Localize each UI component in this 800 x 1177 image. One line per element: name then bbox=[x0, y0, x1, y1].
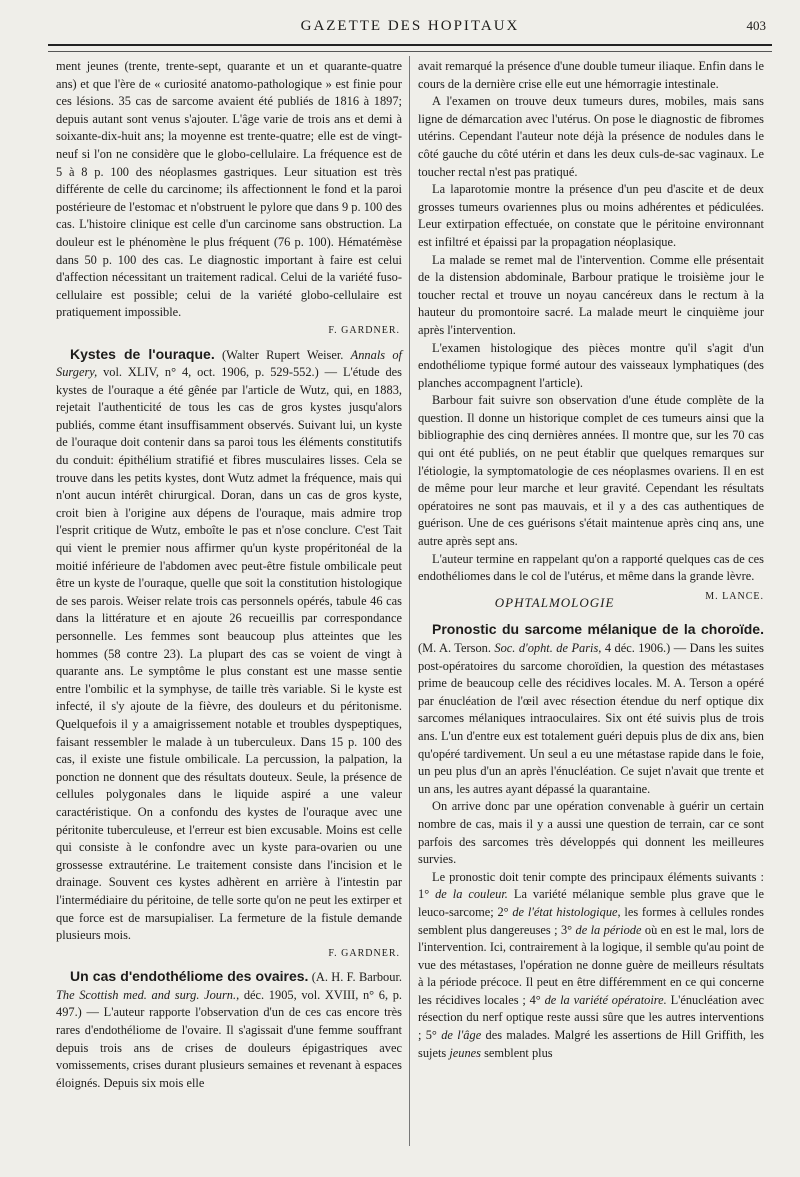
italic-run: de la variété opératoire. bbox=[544, 992, 667, 1007]
author-signature: F. GARDNER. bbox=[328, 324, 400, 336]
page-number: 403 bbox=[746, 18, 766, 33]
paragraph: La malade se remet mal de l'intervention. Comme elle présentait de la distension abdominale, Barbour pratique le troisième jour le toucher rectal et trouve un noyau cancéreux dans le rectum à la hauteur du promontoire sacré. La malade meurt le cinquième jour après l'intervention. bbox=[418, 252, 764, 337]
italic-run: de l'état histologique, bbox=[512, 904, 621, 919]
italic-run: de la couleur. bbox=[435, 887, 508, 902]
text-run: des malades. Malgré les assertions de Hill Griffith, les sujets bbox=[418, 1028, 764, 1060]
header-rule-thin bbox=[48, 51, 772, 52]
paragraph: La laparotomie montre la présence d'un peu d'ascite et de deux grosses tumeurs ovariennes plus ou moins adhérentes et pédiculées. Leur extirpation effectuée, on constate que le péritoine environnant est infiltré et épaissi par la propagation néoplasique. bbox=[418, 182, 764, 249]
article-body: — L'auteur rapporte l'observation d'un de ces cas encore très rares d'endothéliome de l'ovaire. Il s'agissait d'une femme souffrant depuis trois ans de crises de douleurs épigastriques avec vomissements, crises durant plusieurs semaines et revenant à espaces éloignés. Depuis six mois elle bbox=[56, 1005, 402, 1090]
section-heading: OPHTALMOLOGIE bbox=[494, 594, 615, 610]
article-endotheliome-ovaires bbox=[56, 968, 402, 1092]
article-reference-details: déc. 1905, vol. XVIII, n° 6, p. 497.) bbox=[56, 987, 402, 1020]
article-body: — Dans les suites post-opératoires du sarcome choroïdien, la question des métastases prime de beaucoup celle des récidives locales. M. A. Terson a opéré par énucléation de l'œil avec résection étendue du nerf optique dix sarcomes mélaniques intraoculaires. Six ont été suivis plus de trois ans. L'un d'entre eux est totalement guéri depuis plus de dix ans, bien qu'opéré tardivement. Un seul a eu une métastase rapide dans le foie, un peu plus d'un an après l'énucléation. Ce sujet n'avait que trente et un ans, les autres ayant dépassé la quarantaine. bbox=[418, 641, 764, 796]
italic-run: de la période bbox=[575, 922, 642, 937]
paragraph: A l'examen on trouve deux tumeurs dures, mobiles, mais sans ligne de démarcation avec l'utérus. On pose le diagnostic de fibromes utérins. Cependant l'auteur note déjà la présence de nodules dans le côté gauche du côté utérin et dans les deux culs-de-sac vaginaux. Le toucher rectal n'est pas pratiqué. bbox=[418, 94, 764, 179]
journal-name: Annals of Surgery, bbox=[56, 347, 402, 380]
author-signature: M. LANCE. bbox=[705, 590, 764, 602]
header-rule-thick bbox=[48, 44, 772, 46]
paragraph: Barbour fait suivre son observation d'une étude complète de la question. Il donne un historique complet de ces tumeurs ainsi que la bibliographie des cinq dernières années. Il montre que, sur les 70 cas qui ont été publiés, on ne peut établir que quelques remarques sur l'étiologie, la symptomatologie de ces néoplasmes ovariens. Il en est de même pour leur marche et leur gravité. Cependant les résultats opératoires ne sont pas mauvais, et il y a des cas authentiques de guérison. Une de ces guérisons s'était maintenue après cinq ans, une autre après sept ans. bbox=[418, 393, 764, 549]
journal-name: Soc. d'opht. de Paris, bbox=[494, 641, 602, 655]
paragraph-pronostic-elements bbox=[418, 869, 764, 1063]
italic-run: de l'âge bbox=[441, 1028, 482, 1043]
article-reference: (Walter Rupert Weiser. bbox=[222, 347, 344, 362]
author-signature: F. GARDNER. bbox=[328, 947, 400, 959]
article-reference-details: vol. XLIV, n° 4, oct. 1906, p. 529-552.) bbox=[103, 365, 319, 380]
article-reference: (A. H. F. Barbour. bbox=[311, 970, 402, 985]
publication-title: GAZETTE DES HOPITAUX bbox=[300, 18, 520, 34]
article-title: Pronostic du sarcome mélanique de la choroïde. bbox=[432, 621, 764, 638]
text-run: Le pronostic doit tenir compte des principaux éléments suivants : 1° bbox=[418, 869, 764, 902]
article-continuation-text: ment jeunes (trente, trente-sept, quarante et un et quarante-quatre ans) et que l'ère de « curiosité anatomo-pathologique » est finie pour ces lésions. 35 cas de sarcome avaient été publiés de 1816 à 1897; depuis autant sont venus s'ajouter. L'âge varie de trois ans et demi à soixante-dix-huit ans; la moyenne est trente-quatre; elle est de vingt-neuf si l'on ne considère que le globo-cellulaire. La fréquence est de 5 à 8 p. 100 des néoplasmes gastriques. Leur situation est très différente de celle du carcinome; ils affectionnent le fond et la paroi postérieure de l'estomac et n'obstruent le pylore que dans 9 p. 100 des cas. L'histoire clinique est celle d'un carcinome sans obstruction. La douleur est le phénomène le plus fréquent (76 p. 100). Hématémèse dans 50 p. 100 des cas. Le diagnostic important à faire est celui d'affection nécessitant un traitement radical. Celui de la variété fuso-cellulaire est possible; celui de la variété globo-cellulaire est pratiquement impossible. bbox=[56, 59, 402, 320]
article-kystes-ouraque bbox=[56, 346, 402, 945]
paragraph: L'examen histologique des pièces montre qu'il s'agit d'un endothéliome typique formé autour des vaisseaux lymphatiques (des planches accompagnent l'article). bbox=[418, 340, 764, 390]
right-column bbox=[418, 58, 764, 1062]
article-sarcome-choroide bbox=[418, 621, 764, 798]
page-header bbox=[48, 18, 772, 44]
text-run: La variété mélanique semble plus grave que le leuco-sarcome; 2° bbox=[418, 887, 764, 919]
article-body: — L'étude des kystes de l'ouraque a été gênée par l'article de Wutz, qui, en 1883, rejetait l'authenticité de tous les cas de gros kystes jusqu'alors publiés, comme étant insuffisamment observés. Suivant lui, un kyste de l'ouraque doit contenir dans sa paroi tous les éléments constitutifs du conduit: épithélium stratifié et fibres musculaires lisses. Cela se trouve dans les petits kystes, dont Wutz admet la fréquence, mais qui n'ont aucun intérêt chirurgical. Doran, dans un cas de gros kyste, croit bien à l'origine aux dépens de l'ouraque, mais admire trop l'esprit critique de Wutz, emboîte le pas et n'ose conclure. C'est Tait qui vient le premier nous affirmer qu'un kyste propéritonéal de la moitié inférieure de l'abdomen avec peut-être fistule ombilicale peut être un kyste de l'ouraque, quelle que soit la constitution histologique de ses parois. Weiser relate trois cas personnels opérés, tabule 46 cas dans la littérature et en ajoute 26 recueillis par correspondance personnelle. Les femmes sont beaucoup plus atteintes que les hommes (58 contre 23). La plupart des cas se voient de vingt à quarante ans. Le symptôme le plus constant est une masse sentie entre l'ombilic et la symphyse, de taille très variable. Si le kyste est infecté, il s'y ajoute de la fièvre, des douleurs et du péritonisme. Quelquefois il y a amaigrissement notable et troubles dyspeptiques, faisant ressembler le malade à un tuberculeux. Dans 15 p. 100 des cas, il existe une fistule ombilicale. La percussion, la palpation, la ponction ne donnent que des résultats douteux. Seule, la présence de cellules polygonales dans le liquide aspiré a une valeur caractéristique. On a confondu des kystes de l'ouraque avec une péritonite tuberculeuse, et l'erreur est bien excusable. Moins est celle qui consiste à le confondre avec un kyste para-ovarien ou une grossesse extrautérine. Le traitement consiste dans l'incision et le drainage. Souvent ces kystes adhèrent en arrière à l'intestin par l'intermédiaire du péritoine, de telle sorte qu'on ne peut les extirper et que force est de marsupialiser. La fermeture de la fistule demande plusieurs mois. bbox=[56, 365, 402, 943]
column-divider bbox=[409, 56, 410, 1146]
article-title: Un cas d'endothéliome des ovaires. bbox=[70, 968, 309, 985]
paragraph: On arrive donc par une opération convenable à guérir un certain nombre de cas, mais il y a aussi une question de terrain, car ce sont parfois des sarcomes très développés qui donnent les meilleures survies. bbox=[418, 799, 764, 867]
article-reference-details: 4 déc. 1906.) bbox=[604, 641, 671, 655]
article-title: Kystes de l'ouraque. bbox=[70, 345, 215, 362]
left-column bbox=[56, 58, 402, 1092]
article-reference: (M. A. Terson. bbox=[418, 641, 491, 655]
paragraph-text: L'auteur termine en rappelant qu'on a rapporté quelques cas de ces endothéliomes dans le col de l'utérus, et même dans la grande lèvre. bbox=[418, 551, 764, 584]
text-run: où en est le mal, lors de l'intervention. Ici, contrairement à la logique, il semble qu'au point de vue des métastases, l'opération ne donne guère de meilleurs résultats à la période précoce. Il peut en être différemment en ce qui concerne les récidives locales ; 4° bbox=[418, 922, 764, 1007]
text-run: les formes à cellules rondes semblent plus dangereuses ; 3° bbox=[418, 904, 764, 937]
text-run: L'énucléation avec résection du nerf optique reste aussi sûre que les autres interventions ; 5° bbox=[418, 992, 764, 1043]
paragraph: avait remarqué la présence d'une double tumeur iliaque. Enfin dans le cours de la dernière crise elle eut une hémorragie intestinale. bbox=[418, 59, 764, 91]
italic-run: jeunes bbox=[449, 1045, 481, 1060]
journal-name: The Scottish med. and surg. Journ., bbox=[56, 987, 240, 1002]
text-run: semblent plus bbox=[484, 1045, 553, 1060]
